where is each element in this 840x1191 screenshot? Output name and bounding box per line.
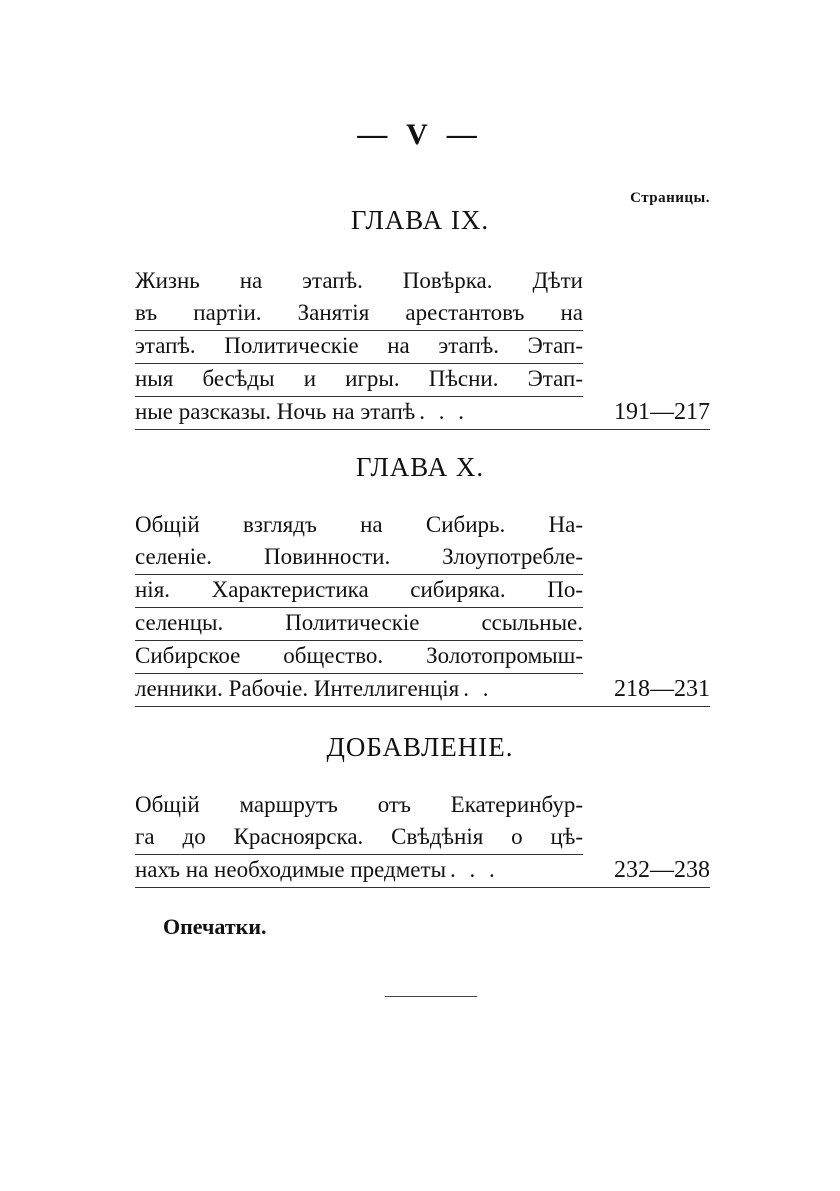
toc-entry-line: Жизнь на этапѣ. Повѣрка. Дѣти bbox=[135, 268, 583, 293]
toc-entry-line: селенцы. Политическіе ссыльные. bbox=[135, 608, 583, 641]
page-range: 191—217 bbox=[614, 399, 710, 425]
dot-leader: . . . bbox=[450, 857, 499, 882]
toc-entry-line: Общій маршрутъ отъ Екатеринбур- bbox=[135, 792, 583, 817]
toc-entry-line: ленники. Рабочіе. Интеллигенція . . 218—231 bbox=[135, 674, 710, 707]
chapter-title: ГЛАВА X. bbox=[355, 452, 485, 482]
toc-entry-line: га до Красноярска. Свѣдѣнія о цѣ- bbox=[135, 822, 583, 855]
toc-entry bbox=[135, 510, 710, 707]
toc-entry-line: Сибирское общество. Золотопромыш- bbox=[135, 641, 583, 674]
toc-entry-line: селеніе. Повинности. Злоупотребле- bbox=[135, 542, 583, 575]
toc-entry-line: этапѣ. Политическіе на этапѣ. Этап- bbox=[135, 331, 583, 364]
page-number: — V — bbox=[357, 118, 483, 151]
page-range: 218—231 bbox=[614, 676, 710, 702]
errata-entry: Опечатки. bbox=[163, 914, 267, 939]
dot-leader: . . . bbox=[419, 399, 469, 424]
page-range: 232—238 bbox=[614, 857, 710, 883]
chapter-title: ГЛАВА IX. bbox=[350, 205, 490, 235]
toc-entry-line: ные разсказы. Ночь на этапѣ . . . 191—217 bbox=[135, 397, 710, 430]
toc-entry-line: нахъ на необходимые предметы . . . 232—238 bbox=[135, 855, 710, 888]
toc-entry-line: нія. Характеристика сибиряка. По- bbox=[135, 575, 583, 608]
pages-column-label: Страницы. bbox=[630, 190, 710, 206]
end-rule bbox=[385, 996, 477, 997]
appendix-title: ДОБАВЛЕНIЕ. bbox=[326, 732, 514, 762]
toc-entry-line: Общій взглядъ на Сибирь. На- bbox=[135, 512, 583, 537]
toc-entry-line: ныя бесѣды и игры. Пѣсни. Этап- bbox=[135, 364, 583, 397]
toc-entry bbox=[135, 266, 710, 430]
toc-entry bbox=[135, 790, 710, 888]
dot-leader: . . bbox=[463, 676, 493, 701]
toc-entry-line: въ партіи. Занятія арестантовъ на bbox=[135, 298, 583, 331]
